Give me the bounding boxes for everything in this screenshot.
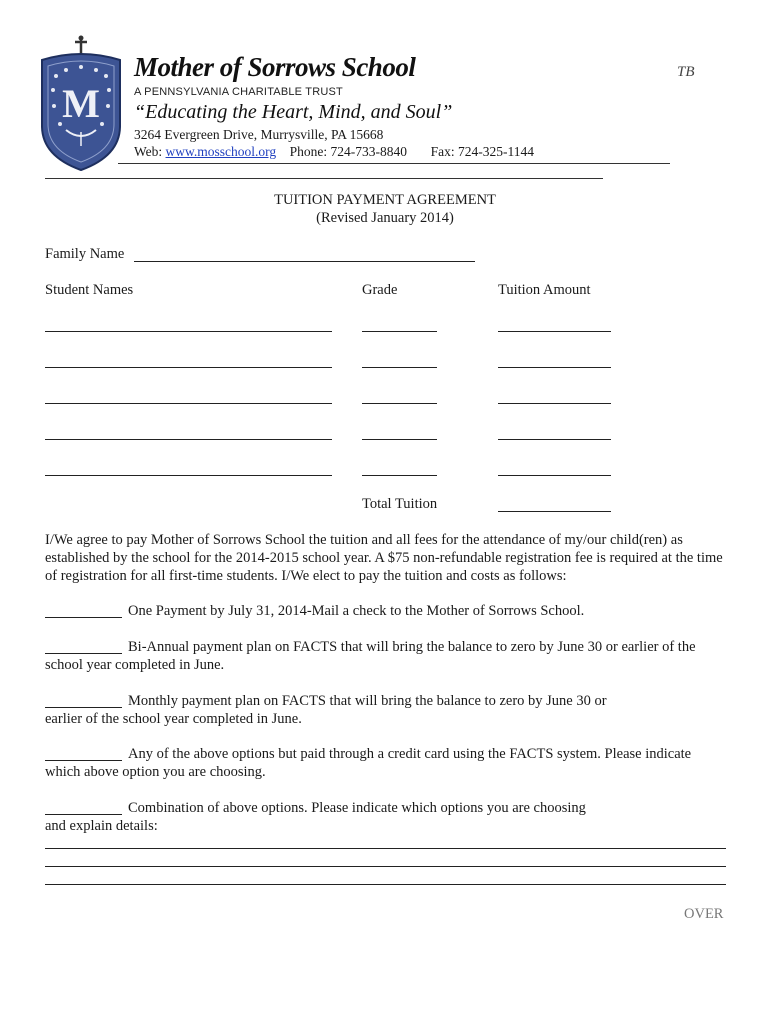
details-line-3[interactable] bbox=[45, 884, 726, 885]
form-revised-date: (Revised January 2014) bbox=[316, 210, 454, 226]
student-names-header: Student Names bbox=[45, 282, 134, 298]
grade-field[interactable] bbox=[362, 475, 437, 476]
option-text-continued: earlier of the school year completed in June. bbox=[45, 711, 302, 727]
tuition-amount-field[interactable] bbox=[498, 403, 611, 404]
school-name: Mother of Sorrows School bbox=[134, 52, 416, 82]
option-check-blank[interactable] bbox=[45, 617, 122, 618]
tuition-amount-header: Tuition Amount bbox=[498, 282, 591, 298]
web-label: Web: bbox=[134, 144, 163, 159]
option-text: Any of the above options but paid through a credit card using the FACTS system. Please indicate bbox=[128, 746, 692, 762]
option-check-blank[interactable] bbox=[45, 707, 122, 708]
grade-field[interactable] bbox=[362, 331, 437, 332]
option-text-continued: and explain details: bbox=[45, 818, 158, 834]
header-rule-top bbox=[118, 163, 670, 164]
option-check-blank[interactable] bbox=[45, 814, 122, 815]
student-name-field[interactable] bbox=[45, 439, 332, 440]
school-motto: “Educating the Heart, Mind, and Soul” bbox=[134, 101, 453, 123]
grade-header: Grade bbox=[362, 282, 398, 298]
corner-mark: TB bbox=[677, 64, 695, 80]
details-line-2[interactable] bbox=[45, 866, 726, 867]
contact-line bbox=[134, 144, 534, 160]
grade-field[interactable] bbox=[362, 367, 437, 368]
total-tuition-field[interactable] bbox=[498, 511, 611, 512]
crest-letter: M bbox=[62, 81, 100, 126]
option-text: Bi-Annual payment plan on FACTS that will bring the balance to zero by June 30 or earlier of the bbox=[128, 639, 696, 655]
agreement-paragraph: I/We agree to pay Mother of Sorrows School the tuition and all fees for the attendance of my/our child(ren) as established by the school for the 2014-2015 school year. A $75 non-refundable registration fee is required at the time of registration for all first-time students. I/We elect to pay the tuition and costs as follows: bbox=[45, 532, 723, 584]
student-name-field[interactable] bbox=[45, 475, 332, 476]
total-tuition-label: Total Tuition bbox=[362, 496, 438, 512]
grade-field[interactable] bbox=[362, 439, 437, 440]
tuition-amount-field[interactable] bbox=[498, 331, 611, 332]
website-link[interactable]: www.mosschool.org bbox=[165, 144, 277, 159]
option-check-blank[interactable] bbox=[45, 760, 122, 761]
over-label: OVER bbox=[684, 906, 724, 922]
school-address: 3264 Evergreen Drive, Murrysville, PA 15668 bbox=[134, 127, 384, 142]
student-name-field[interactable] bbox=[45, 403, 332, 404]
student-name-field[interactable] bbox=[45, 367, 332, 368]
details-line-1[interactable] bbox=[45, 848, 726, 849]
family-name-label: Family Name bbox=[45, 246, 125, 262]
option-text: One Payment by July 31, 2014-Mail a check to the Mother of Sorrows School. bbox=[128, 603, 585, 619]
fax-number: Fax: 724-325-1144 bbox=[430, 144, 535, 159]
family-name-field[interactable] bbox=[134, 261, 475, 262]
form-title: TUITION PAYMENT AGREEMENT bbox=[274, 192, 496, 208]
student-name-field[interactable] bbox=[45, 331, 332, 332]
option-text-continued: school year completed in June. bbox=[45, 657, 225, 673]
charitable-trust-label: A PENNSYLVANIA CHARITABLE TRUST bbox=[134, 86, 343, 98]
school-crest-logo bbox=[36, 34, 126, 172]
option-check-blank[interactable] bbox=[45, 653, 122, 654]
option-text: Combination of above options. Please indicate which options you are choosing bbox=[128, 800, 586, 816]
tuition-amount-field[interactable] bbox=[498, 439, 611, 440]
option-text: Monthly payment plan on FACTS that will bring the balance to zero by June 30 or bbox=[128, 693, 607, 709]
tuition-amount-field[interactable] bbox=[498, 475, 611, 476]
option-text-continued: which above option you are choosing. bbox=[45, 764, 266, 780]
tuition-amount-field[interactable] bbox=[498, 367, 611, 368]
grade-field[interactable] bbox=[362, 403, 437, 404]
phone-number: Phone: 724-733-8840 bbox=[289, 144, 408, 159]
header-rule-bottom bbox=[45, 178, 603, 179]
